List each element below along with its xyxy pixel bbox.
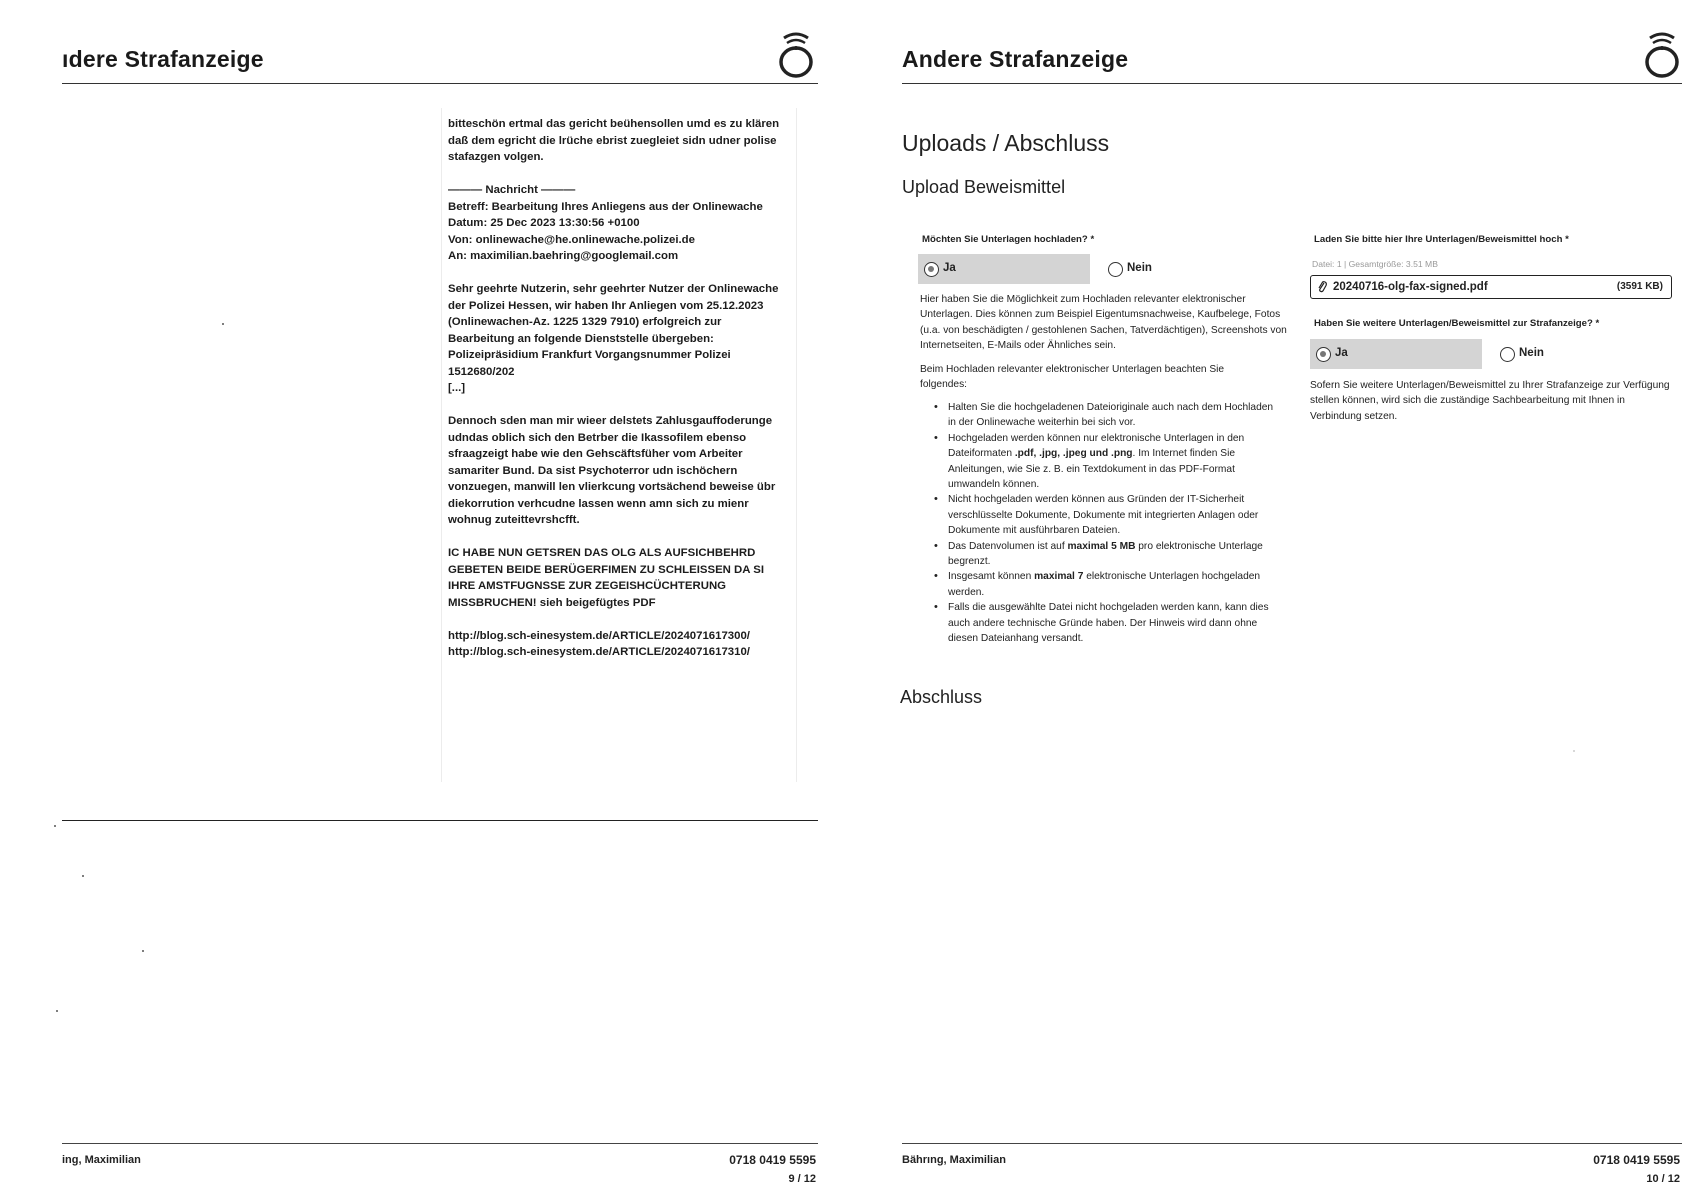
more-evidence-radio-group	[1310, 339, 1610, 369]
upload-hint-intro: Beim Hochladen relevanter elektronischer Unterlagen beachten Sie folgendes:	[920, 364, 1225, 391]
text-paragraph: Dennoch sden man mir wieer delstets Zahlusgauffoderunge udndas oblich sich den Betrber die Ikassofilem ebenso sfraagzeigt habe wie den Gehscäftsfüher vom Arbeiter samariter Bund. Da sist Psychoterror udn ischöchern vonzuegen, manwill len vlierkcung vortsächend beweise übr diekorrution verhcudne lassen wenn amn sich zu mienr wohnug zuteittevrshcfft.	[448, 415, 776, 526]
document-page-10	[848, 0, 1696, 1199]
radio-checked-icon[interactable]	[924, 262, 939, 277]
upload-hints-list	[934, 400, 1279, 647]
scan-speck	[142, 950, 144, 952]
footer-divider	[902, 1143, 1682, 1144]
police-star-logo-icon	[776, 28, 816, 78]
hint-item: • Falls die ausgewählte Datei nicht hochgeladen werden kann, kann dies auch andere technische Gründe haben. Der Hinweis wird dann ohne diesen Dateianhang versandt.	[934, 600, 1279, 646]
subsection-title: Upload Beweismittel	[902, 177, 1066, 197]
text-line: Datum: 25 Dec 2023 13:30:56 +0100	[448, 217, 640, 229]
scan-speck	[56, 1010, 58, 1012]
footer-reference-number: 0718 0419 5595	[729, 1153, 816, 1167]
text-line: Polizeipräsidium Frankfurt Vorgangsnummer Polizei 1512680/202	[448, 349, 731, 378]
footer-name: ing, Maximilian	[62, 1154, 141, 1166]
text-line: [...]	[448, 382, 466, 394]
radio-label: Ja	[1335, 347, 1348, 359]
uploaded-file-size: (3591 KB)	[1616, 281, 1663, 292]
footer-divider	[62, 1143, 818, 1144]
uploaded-file-name: 20240716-olg-fax-signed.pdf	[1333, 281, 1488, 293]
text-paragraph: bitteschön ertmal das gericht beühensollen umd es zu klären daß dem egricht die lrüche ebrist zuegleiet sidn udner polise stafazgen volgen.	[448, 118, 780, 163]
text-paragraph: Sehr geehrte Nutzerin, sehr geehrter Nutzer der Onlinewache der Polizei Hessen, wir haben Ihr Anliegen vom 25.12.2023 (Onlinewachen-Az. 1225 1329 7910) erfolgreich zur Bearbeitung an folgende Dienststelle übergeben:	[448, 283, 779, 345]
scan-speck	[82, 875, 84, 877]
scan-speck	[54, 825, 56, 827]
radio-checked-icon[interactable]	[1316, 347, 1331, 362]
radio-unchecked-icon[interactable]	[1500, 347, 1515, 362]
header-divider	[62, 83, 818, 84]
more-evidence-text: Sofern Sie weitere Unterlagen/Beweismittel zu Ihrer Strafanzeige zur Verfügung stellen können, wird sich die zuständige Sachbearbeitung mit Ihnen in Verbindung setzen.	[1310, 380, 1670, 422]
page-title: ıdere Strafanzeige	[62, 46, 264, 72]
hint-item: • Insgesamt können maximal 7 elektronische Unterlagen hochgeladen werden.	[934, 569, 1279, 600]
section-divider	[62, 820, 818, 821]
page-title: Andere Strafanzeige	[902, 46, 1129, 72]
file-count-info: Datei: 1 | Gesamtgröße: 3.51 MB	[1312, 259, 1438, 269]
more-evidence-yes-option[interactable]	[1310, 339, 1482, 369]
radio-unchecked-icon[interactable]	[1108, 262, 1123, 277]
section-title: Uploads / Abschluss	[902, 130, 1110, 156]
upload-question-label: Möchten Sie Unterlagen hochladen? *	[922, 234, 1095, 245]
scan-speck	[222, 323, 224, 325]
scan-speck	[1573, 750, 1575, 752]
closing-section-title: Abschluss	[900, 687, 983, 707]
more-evidence-question-label: Haben Sie weitere Unterlagen/Beweismittel zur Strafanzeige? *	[1314, 318, 1600, 329]
hint-item: • Nicht hochgeladen werden können aus Gründen der IT-Sicherheit verschlüsselte Dokumente, Dokumente mit integrierten Anlagen oder Dokumente mit ausführbaren Dateien.	[934, 492, 1279, 538]
article-link[interactable]: http://blog.sch-einesystem.de/ARTICLE/20240716173​00/	[448, 629, 750, 642]
upload-field-label: Laden Sie bitte hier Ihre Unterlagen/Beweismittel hoch *	[1314, 234, 1569, 245]
text-line: An: maximilian.baehring@googlemail.com	[448, 250, 679, 262]
upload-yes-option[interactable]	[918, 254, 1090, 284]
paperclip-icon	[1317, 280, 1327, 294]
uploaded-file-item[interactable]	[1310, 275, 1672, 299]
header-divider	[902, 83, 1682, 84]
footer-page-number: 10 / 12	[1646, 1173, 1680, 1185]
article-link[interactable]: http://blog.sch-einesystem.de/ARTICLE/20240716173​10/	[448, 646, 750, 658]
text-line: ——— Nachricht ———	[448, 184, 576, 196]
text-line: Von: onlinewache@he.onlinewache.polizei.de	[448, 233, 695, 246]
police-star-logo-icon	[1642, 28, 1682, 78]
radio-label: Nein	[1127, 262, 1152, 274]
upload-intro-text: Hier haben Sie die Möglichkeit zum Hochladen relevanter elektronischer Unterlagen. Dies können zum Beispiel Eigentumsnachweise, Kaufbelege, Fotos (u.a. von beschädigten / gestohlenen Sachen, Tatverdächtigen), Screenshots von Internetseiten, E-Mails oder Ähnliches sein.	[920, 294, 1287, 352]
text-paragraph: IC HABE NUN GETSREN DAS OLG ALS AUFSICHBEHRD GEBETEN BEIDE BERÜGERFIMEN ZU SCHLEISSEN DA SI IHRE AMSTFUGNSSE ZUR ZEGEISHCÜCHTERUNG MISSBRUCHEN! sieh beigefügtes PDF	[448, 547, 765, 609]
message-text-column	[441, 108, 797, 782]
text-line: Betreff: Bearbeitung Ihres Anliegens aus der Onlinewache	[448, 200, 763, 213]
footer-reference-number: 0718 0419 5595	[1593, 1153, 1680, 1167]
footer-page-number: 9 / 12	[788, 1173, 816, 1185]
hint-item: • Halten Sie die hochgeladenen Dateioriginale auch nach dem Hochladen in der Onlinewache weiterhin bei sich vor.	[934, 400, 1279, 431]
upload-question-radio-group	[918, 254, 1218, 284]
hint-item: • Das Datenvolumen ist auf maximal 5 MB pro elektronische Unterlage begrenzt.	[934, 539, 1279, 570]
hint-item: • Hochgeladen werden können nur elektronische Unterlagen in den Dateiformaten .pdf, .jpg, .jpeg und .png. Im Internet finden Sie Anleitungen, wie Sie z. B. ein Textdokument in das PDF-Format umwandeln können.	[934, 431, 1279, 493]
radio-label: Nein	[1519, 347, 1544, 359]
radio-label: Ja	[943, 262, 956, 274]
footer-name: Bährıng, Maximilian	[902, 1154, 1006, 1166]
